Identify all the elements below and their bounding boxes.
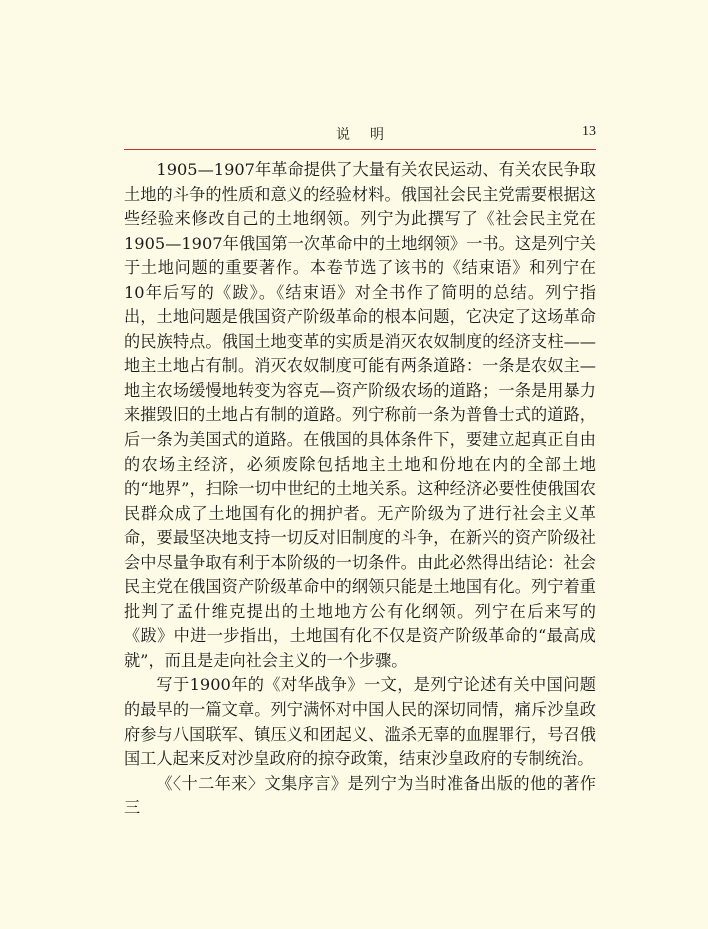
running-title: 说明	[336, 127, 404, 143]
header-rule	[124, 149, 596, 150]
running-head	[124, 124, 596, 144]
body-text	[124, 158, 596, 821]
paragraph-twelve-years-preface: 《〈十二年来〉文集序言》是列宁为当时准备出版的他的著作三	[124, 773, 596, 818]
paragraph-land-program: 1905—1907年革命提供了大量有关农民运动、有关农民争取土地的斗争的性质和意义的经验材料。俄国社会民主党需要根据这些经验来修改自己的土地纲领。列宁为此撰写了《社会民主党在1905—1907年俄国第一次革命中的土地纲领》一书。这是列宁关于土地问题的重要著作。本卷节选了该书的《结束语》和列宁在10年后写的《跋》。《结束语》对全书作了简明的总结。列宁指出，土地问题是俄国资产阶级革命的根本问题，它决定了这场革命的民族特点。俄国土地变革的实质是消灭农奴制度的经济支柱——地主土地占有制。消灭农奴制度可能有两条道路：一条是农奴主—地主农场缓慢地转变为容克—资产阶级农场的道路；一条是用暴力来摧毁旧的土地占有制的道路。列宁称前一条为普鲁士式的道路，后一条为美国式的道路。在俄国的具体条件下，要建立起真正自由的农场主经济，必须废除包括地主土地和份地在内的全部土地的“地界”，扫除一切中世纪的土地关系。这种经济必要性使俄国农民群众成了土地国有化的拥护者。无产阶级为了进行社会主义革命，要最坚决地支持一切反对旧制度的斗争，在新兴的资产阶级社会中尽量争取有利于本阶级的一切条件。由此必然得出结论：社会民主党在俄国资产阶级革命中的纲领只能是土地国有化。列宁着重批判了孟什维克提出的土地地方公有化纲领。列宁在后来写的《跋》中进一步指出，土地国有化不仅是资产阶级革命的“最高成就”，而且是走向社会主义的一个步骤。	[124, 160, 596, 670]
paragraph-war-in-china: 写于1900年的《对华战争》一文，是列宁论述有关中国问题的最早的一篇文章。列宁满怀对中国人民的深切同情，痛斥沙皇政府参与八国联军、镇压义和团起义、滥杀无辜的血腥罪行，号召俄国工人起来反对沙皇政府的掠夺政策，结束沙皇政府的专制统治。	[124, 675, 596, 769]
page-number: 13	[582, 124, 596, 139]
